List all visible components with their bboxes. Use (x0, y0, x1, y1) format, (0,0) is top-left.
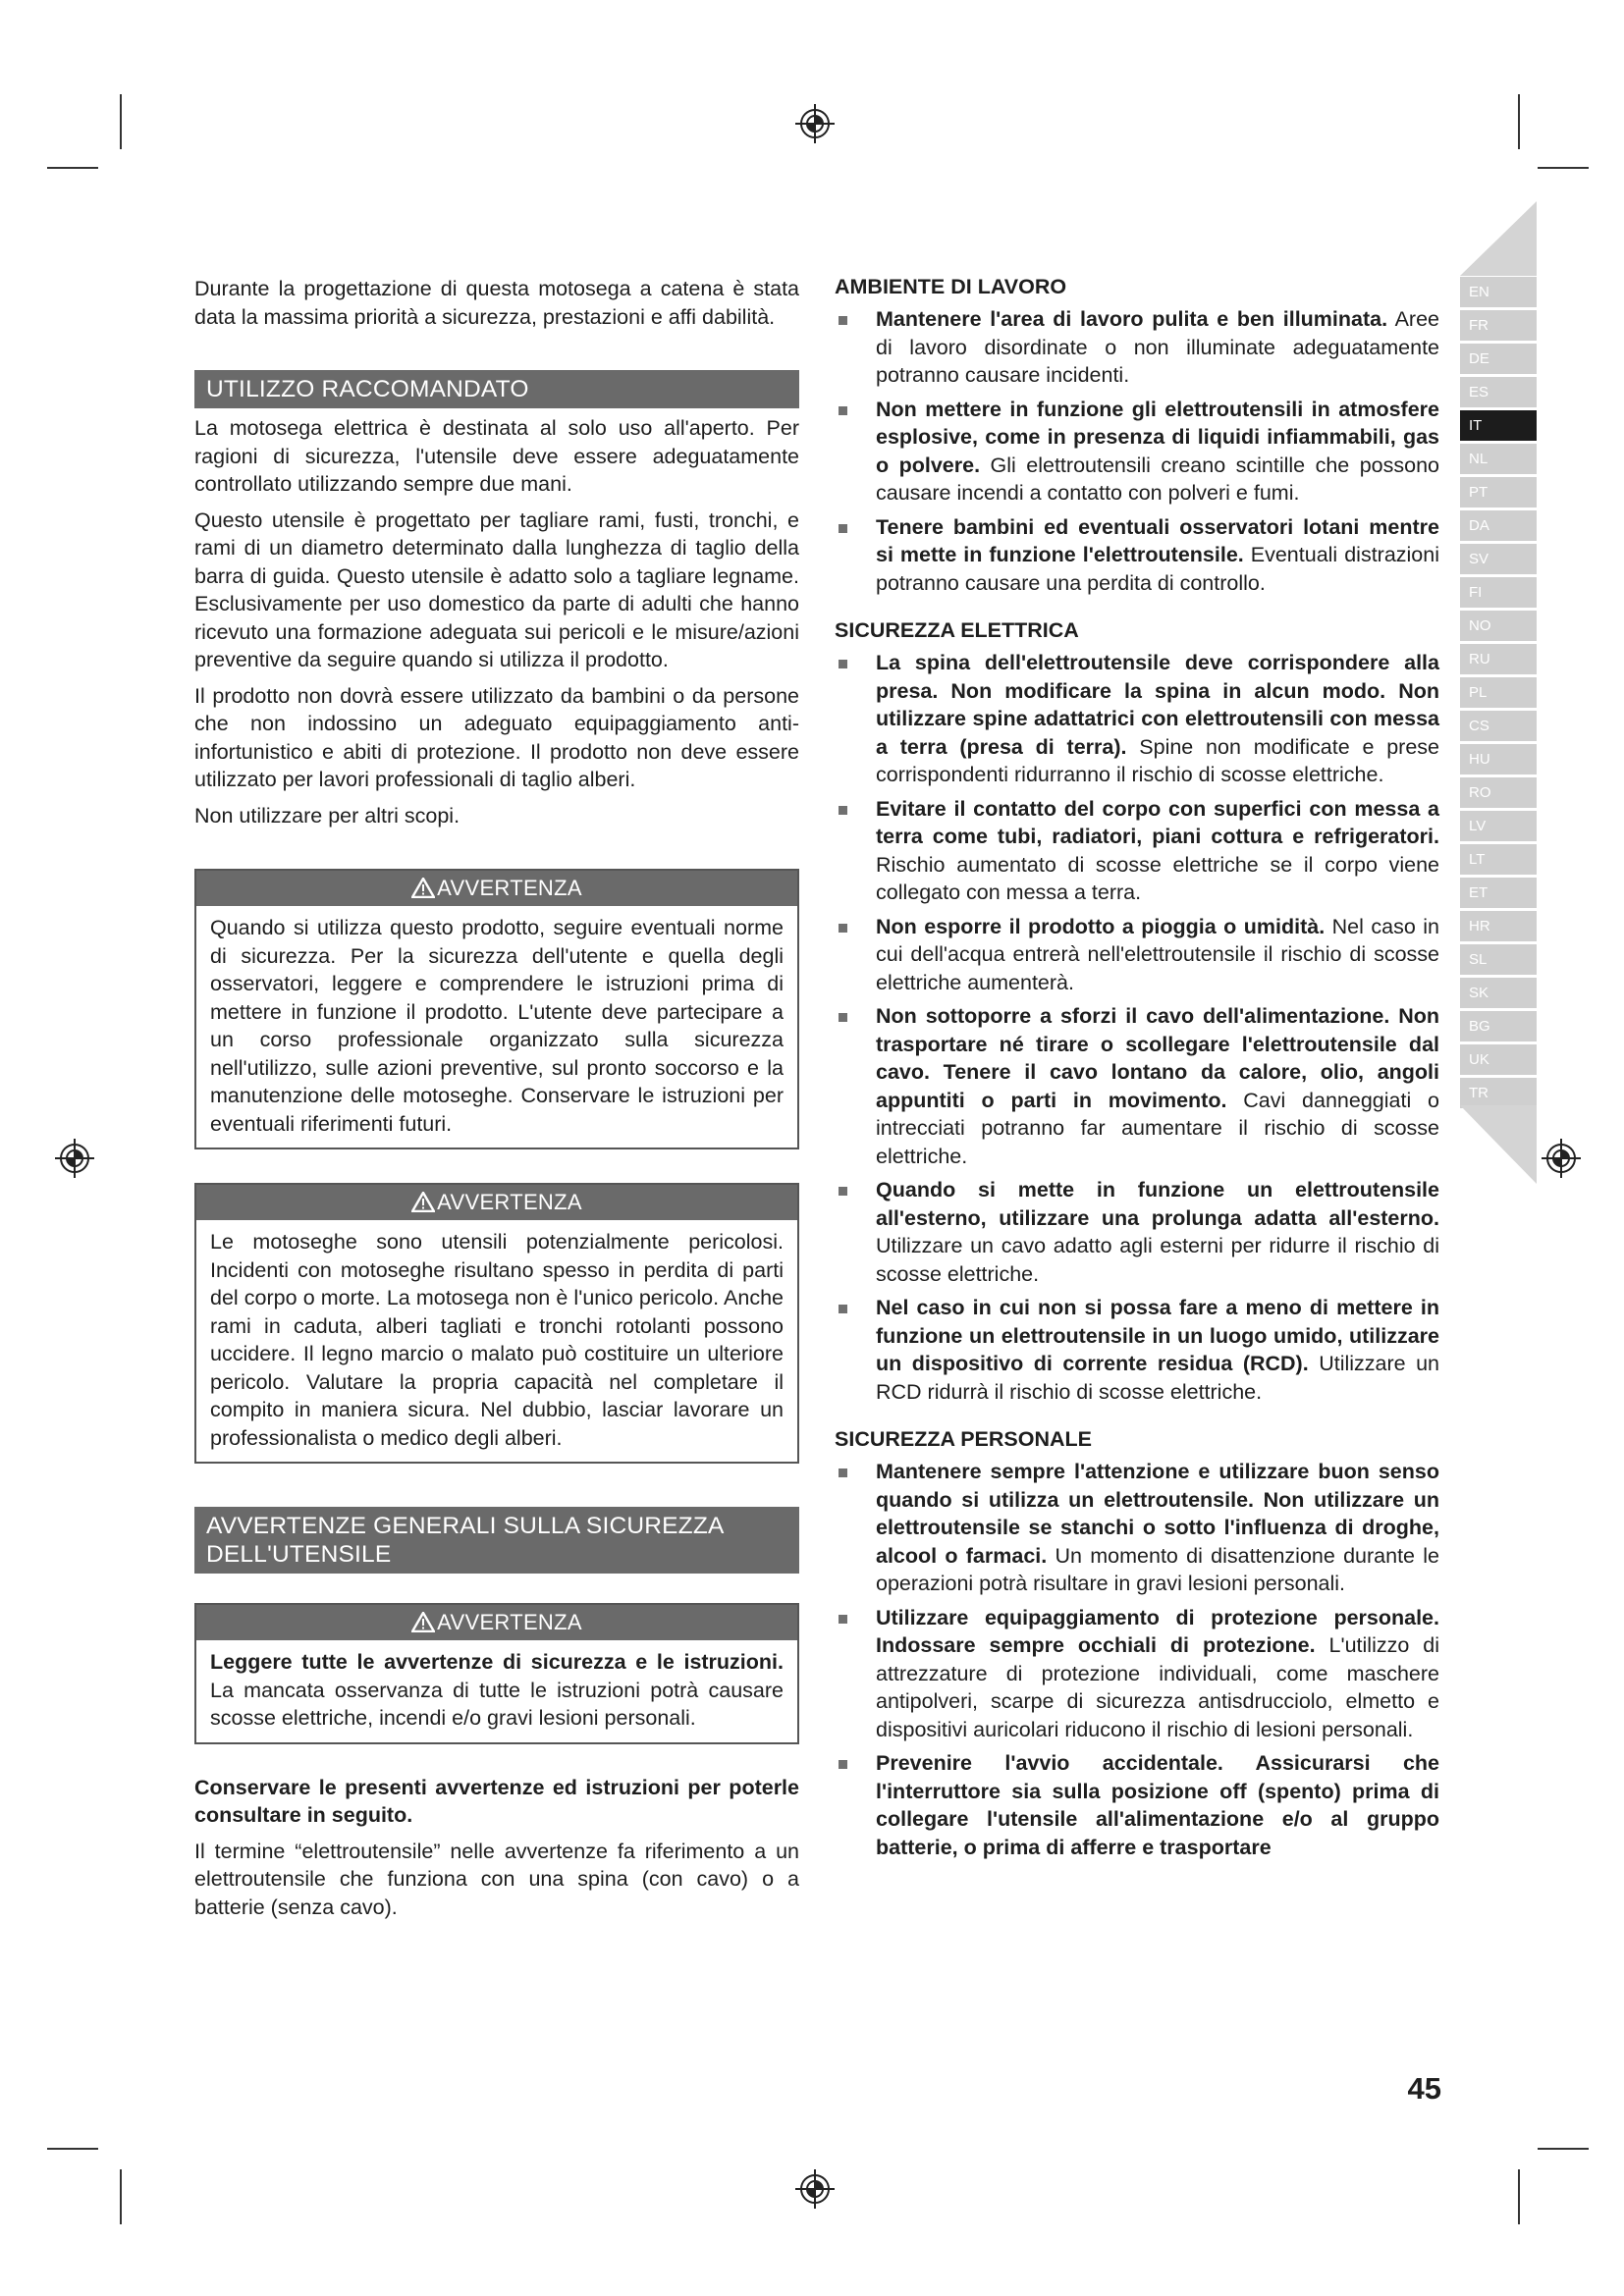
language-tab-hr[interactable]: HR (1460, 911, 1537, 941)
list-item: Tenere bambini ed eventuali osservatori lotani mentre si mette in funzione l'elettroutensile. Eventuali distrazioni potranno causare una perdita di controllo. (835, 513, 1439, 598)
elettrica-list (835, 649, 1439, 1406)
utilizzo-paragraph-4: Non utilizzare per altri scopi. (194, 803, 460, 828)
language-tab-no[interactable]: NO (1460, 611, 1537, 641)
warning-box-3 (194, 1603, 799, 1744)
conserve-paragraph: Il termine “elettroutensile” nelle avvertenze fa riferimento a un elettroutensile che funziona con una spina (con cavo) o a batterie (senza cavo). (194, 1839, 799, 1919)
warning-box-2 (194, 1183, 799, 1464)
language-tab-sv[interactable]: SV (1460, 544, 1537, 574)
utilizzo-paragraph-3: Il prodotto non dovrà essere utilizzato da bambini o da persone che non indossino un adeguato equipaggiamento anti-infortunistico e abiti di protezione. Il prodotto non deve essere utilizzato per lavori professionali di taglio alberi. (194, 683, 799, 791)
warning-box-1 (194, 869, 799, 1149)
page-number: 45 (1407, 2071, 1441, 2106)
crop-mark (120, 94, 122, 149)
subsection-title-ambiente: AMBIENTE DI LAVORO (835, 275, 1067, 298)
warning-text: Quando si utilizza questo prodotto, seguire eventuali norme di sicurezza. Per la sicurezza dell'utente e quella degli osservatori, leggere e comprendere le istruzioni prima di mettere in funzione il prodotto. L'utente deve partecipare a un corso professionale organizzato sulla sicurezza nell'utilizzo, sulle azioni preventive, sul pronto soccorso e la manutenzione delle motoseghe. Conservare le istruzioni per eventuali riferimenti futuri. (210, 916, 784, 1136)
section-title-utilizzo: UTILIZZO RACCOMANDATO (194, 370, 799, 408)
language-tab-lv[interactable]: LV (1460, 811, 1537, 841)
language-tab-da[interactable]: DA (1460, 510, 1537, 541)
warning-title: AVVERTENZA (437, 1610, 582, 1634)
language-tab-pt[interactable]: PT (1460, 477, 1537, 507)
section-title-line-2: DELL'UTENSILE (206, 1541, 392, 1568)
list-item: Mantenere sempre l'attenzione e utilizzare buon senso quando si utilizza un elettroutensile. Non utilizzare un elettroutensile se stanchi o sotto l'influenza di droghe, alcool o farmaci. Un momento di disattenzione durante le operazioni potrà risultare in gravi lesioni personali. (835, 1458, 1439, 1598)
list-item: Mantenere l'area di lavoro pulita e ben illuminata. Aree di lavoro disordinate o non illuminate adeguatamente potranno causare incidenti. (835, 305, 1439, 390)
list-item: La spina dell'elettroutensile deve corrispondere alla presa. Non modificare la spina in alcun modo. Non utilizzare spine adattatrici con elettroutensili con messa a terra (presa di terra). Spine non modificate e prese corrispondenti ridurranno il rischio di scosse elettriche. (835, 649, 1439, 789)
crop-mark (1538, 167, 1589, 169)
language-tab-fr[interactable]: FR (1460, 310, 1537, 341)
tab-strip-bottom-decoration (1460, 1105, 1537, 1184)
list-item: Nel caso in cui non si possa fare a meno di mettere in funzione un elettroutensile in un luogo umido, utilizzare un dispositivo di corrente residua (RCD). Utilizzare un RCD ridurrà il rischio di scosse elettriche. (835, 1294, 1439, 1406)
warning-triangle-icon (411, 1192, 435, 1212)
warning-header (196, 871, 797, 906)
subsection-title-elettrica: SICUREZZA ELETTRICA (835, 618, 1079, 642)
list-item: Quando si mette in funzione un elettroutensile all'esterno, utilizzare una prolunga adatta all'esterno. Utilizzare un cavo adatto agli esterni per ridurre il rischio di scosse elettriche. (835, 1176, 1439, 1288)
language-tab-cs[interactable]: CS (1460, 711, 1537, 741)
warning-header (196, 1605, 797, 1640)
right-column (835, 275, 1439, 1867)
section-title-line-1: AVVERTENZE GENERALI SULLA SICUREZZA (206, 1513, 725, 1539)
list-item: Prevenire l'avvio accidentale. Assicurarsi che l'interruttore sia sulla posizione off (spento) prima di collegare l'utensile all'alimentazione e/o al gruppo batterie, o prima di afferre e trasportare (835, 1749, 1439, 1861)
language-tab-ru[interactable]: RU (1460, 644, 1537, 674)
warning-title: AVVERTENZA (437, 876, 582, 900)
language-tab-hu[interactable]: HU (1460, 744, 1537, 774)
list-item: Evitare il contatto del corpo con superfici con messa a terra come tubi, radiatori, piani cottura e refrigeratori. Rischio aumentato di scosse elettriche se il corpo viene collegato con messa a terra. (835, 795, 1439, 907)
left-column (194, 275, 799, 1921)
language-tab-uk[interactable]: UK (1460, 1044, 1537, 1075)
warning-text: Le motoseghe sono utensili potenzialmente pericolosi. Incidenti con motoseghe risultano spesso in perdita di parti del corpo o morte. La motosega non è l'unico pericolo. Anche rami in caduta, alberi tagliati e tronchi rotolanti possono uccidere. Il legno marcio o malato può costituire un ulteriore pericolo. Valutare la propria capacità nel completare il compito in maniera sicura. Nel dubbio, lasciar lavorare un professionalista o medico degli alberi. (210, 1230, 784, 1450)
warning-regular-text: La mancata osservanza di tutte le istruzioni potrà causare scosse elettriche, incendi e/o gravi lesioni personali. (210, 1678, 784, 1730)
list-item: Non sottoporre a sforzi il cavo dell'alimentazione. Non trasportare né tirare o scollegare l'elettroutensile dal cavo. Tenere il cavo lontano da calore, olio, angoli appuntiti o parti in movimento. Cavi danneggiati o intrecciati potranno far aumentare il rischio di scosse elettriche. (835, 1002, 1439, 1170)
warning-triangle-icon (411, 1612, 435, 1632)
crop-mark (1538, 2148, 1589, 2150)
list-item: Non esporre il prodotto a pioggia o umidità. Nel caso in cui dell'acqua entrerà nell'elettroutensile il rischio di scosse elettriche aumenterà. (835, 913, 1439, 997)
warning-triangle-icon (411, 878, 435, 898)
ambiente-list (835, 305, 1439, 597)
warning-text (210, 1648, 784, 1733)
language-tab-et[interactable]: ET (1460, 878, 1537, 908)
personale-list (835, 1458, 1439, 1861)
subsection-title-personale: SICUREZZA PERSONALE (835, 1427, 1092, 1451)
language-tab-bg[interactable]: BG (1460, 1011, 1537, 1041)
warning-title: AVVERTENZA (437, 1190, 582, 1214)
language-tab-sk[interactable]: SK (1460, 978, 1537, 1008)
language-tabs (1460, 277, 1537, 1111)
language-tab-tr[interactable]: TR (1460, 1078, 1537, 1108)
warning-header (196, 1185, 797, 1220)
crop-mark (47, 2148, 98, 2150)
list-item: Utilizzare equipaggiamento di protezione personale. Indossare sempre occhiali di protezione. L'utilizzo di attrezzature di protezione individuali, come maschere antipolveri, scarpe di sicurezza antisdrucciolo, elmetto e dispositivi auricolari riducono il rischio di lesioni personali. (835, 1604, 1439, 1744)
warning-bold-text: Leggere tutte le avvertenze di sicurezza e le istruzioni. (210, 1650, 784, 1674)
registration-mark-icon (793, 2167, 837, 2211)
language-tab-sl[interactable]: SL (1460, 944, 1537, 975)
language-tab-pl[interactable]: PL (1460, 677, 1537, 708)
tab-strip-top-decoration (1460, 201, 1537, 276)
language-tab-en[interactable]: EN (1460, 277, 1537, 307)
crop-mark (120, 2169, 122, 2224)
registration-mark-icon (53, 1137, 96, 1180)
language-tab-it[interactable]: IT (1460, 410, 1537, 441)
registration-mark-icon (793, 102, 837, 145)
language-tab-fi[interactable]: FI (1460, 577, 1537, 608)
registration-mark-icon (1540, 1137, 1583, 1180)
crop-mark (1518, 94, 1520, 149)
language-tab-de[interactable]: DE (1460, 344, 1537, 374)
utilizzo-paragraph-2: Questo utensile è progettato per tagliare rami, fusti, tronchi, e rami di un diametro determinato dalla lunghezza di taglio della barra di guida. Questo utensile è adatto solo a tagliare legname. Esclusivamente per uso domestico da parte di adulti che hanno ricevuto una formazione adeguata sui pericoli e le misure/azioni preventive da seguire quando si utilizza il prodotto. (194, 507, 799, 671)
crop-mark (1518, 2169, 1520, 2224)
section-title-general (194, 1507, 799, 1574)
crop-mark (47, 167, 98, 169)
language-tab-ro[interactable]: RO (1460, 777, 1537, 808)
language-tab-nl[interactable]: NL (1460, 444, 1537, 474)
utilizzo-paragraph-1: La motosega elettrica è destinata al solo uso all'aperto. Per ragioni di sicurezza, l'utensile deve essere adeguatamente controllato utilizzando sempre due mani. (194, 416, 799, 496)
list-item: Non mettere in funzione gli elettroutensili in atmosfere esplosive, come in presenza di liquidi infiammabili, gas o polvere. Gli elettroutensili creano scintille che possono causare incendi a contatto con polveri e fumi. (835, 396, 1439, 507)
conserve-heading: Conservare le presenti avvertenze ed istruzioni per poterle consultare in seguito. (194, 1775, 799, 1827)
language-tab-es[interactable]: ES (1460, 377, 1537, 407)
language-tab-lt[interactable]: LT (1460, 844, 1537, 875)
intro-paragraph: Durante la progettazione di questa motosega a catena è stata data la massima priorità a sicurezza, prestazioni e affi dabilità. (194, 277, 799, 329)
